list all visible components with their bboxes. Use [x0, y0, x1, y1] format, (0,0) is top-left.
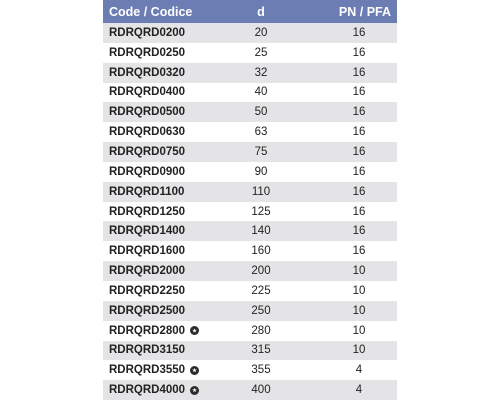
table-row — [103, 83, 397, 103]
cell-pn: 4 — [355, 384, 363, 397]
cell-pn: 16 — [352, 126, 366, 139]
cell-d: 250 — [251, 304, 271, 317]
cell-code-text: RDRQRD2250 — [109, 284, 186, 297]
cell-d: 50 — [254, 106, 268, 119]
table-body — [103, 23, 397, 400]
header-code: Code / Codice — [109, 4, 193, 19]
cell-d: 90 — [254, 165, 268, 178]
cell-code-text: RDRQRD0500 — [109, 106, 186, 119]
cell-pn: 16 — [352, 145, 366, 158]
cell-code — [103, 146, 221, 158]
cell-code-text: RDRQRD1600 — [109, 245, 186, 258]
cell-d: 110 — [251, 185, 271, 198]
cell-d: 315 — [251, 344, 271, 357]
cell-pn: 16 — [352, 46, 366, 59]
product-table — [103, 0, 397, 400]
star-circle-icon — [190, 366, 199, 375]
cell-code — [103, 344, 221, 356]
cell-code-text: RDRQRD0200 — [109, 26, 186, 39]
cell-code — [103, 67, 221, 79]
star-circle-icon — [190, 386, 199, 395]
cell-code — [103, 166, 221, 178]
cell-pn: 16 — [352, 225, 366, 238]
cell-code-text: RDRQRD0400 — [109, 86, 186, 99]
cell-pn: 16 — [352, 26, 366, 39]
cell-pn: 16 — [352, 66, 366, 79]
table-header — [103, 0, 397, 23]
table-row — [103, 221, 397, 241]
cell-pn: 10 — [352, 324, 366, 337]
cell-pn: 16 — [352, 106, 366, 119]
cell-code-text: RDRQRD2800 — [109, 324, 186, 337]
cell-d: 355 — [251, 364, 271, 377]
cell-code-text: RDRQRD2500 — [109, 304, 186, 317]
cell-d: 40 — [254, 86, 268, 99]
cell-code-text: RDRQRD3550 — [109, 364, 186, 377]
cell-code — [103, 206, 221, 218]
cell-code-text: RDRQRD2000 — [109, 265, 186, 278]
cell-d: 280 — [251, 324, 271, 337]
table-row — [103, 321, 397, 341]
cell-code — [103, 245, 221, 257]
table-row — [103, 202, 397, 222]
header-pn: PN / PFA — [338, 4, 391, 19]
cell-code-text: RDRQRD1400 — [109, 225, 186, 238]
cell-code — [103, 86, 221, 98]
cell-code — [103, 27, 221, 39]
cell-pn: 16 — [352, 205, 366, 218]
cell-d: 200 — [251, 265, 271, 278]
cell-pn: 10 — [352, 344, 366, 357]
cell-d: 25 — [254, 46, 268, 59]
cell-code — [103, 325, 221, 337]
cell-code — [103, 285, 221, 297]
table-row — [103, 23, 397, 43]
cell-pn: 10 — [352, 265, 366, 278]
cell-code-text: RDRQRD3150 — [109, 344, 186, 357]
cell-code — [103, 265, 221, 277]
cell-pn: 16 — [352, 165, 366, 178]
cell-code-text: RDRQRD4000 — [109, 384, 186, 397]
table-row — [103, 142, 397, 162]
cell-code — [103, 186, 221, 198]
table-row — [103, 102, 397, 122]
header-d: d — [257, 4, 265, 19]
cell-code — [103, 305, 221, 317]
table-row — [103, 281, 397, 301]
cell-code — [103, 384, 221, 396]
cell-pn: 16 — [352, 185, 366, 198]
cell-code — [103, 126, 221, 138]
cell-code-text: RDRQRD0750 — [109, 145, 186, 158]
table-row — [103, 341, 397, 361]
table-row — [103, 301, 397, 321]
cell-d: 140 — [251, 225, 271, 238]
cell-code — [103, 47, 221, 59]
cell-d: 125 — [251, 205, 271, 218]
cell-d: 20 — [254, 26, 268, 39]
cell-d: 75 — [254, 145, 268, 158]
cell-code — [103, 225, 221, 237]
cell-code — [103, 106, 221, 118]
table-row — [103, 162, 397, 182]
table-row — [103, 63, 397, 83]
cell-d: 225 — [251, 284, 271, 297]
table-row — [103, 241, 397, 261]
cell-pn: 10 — [352, 284, 366, 297]
table-row — [103, 360, 397, 380]
table-row — [103, 182, 397, 202]
cell-d: 160 — [251, 245, 271, 258]
star-circle-icon — [190, 326, 199, 335]
cell-pn: 10 — [352, 304, 366, 317]
table-row — [103, 122, 397, 142]
cell-code-text: RDRQRD0630 — [109, 126, 186, 139]
cell-pn: 16 — [352, 245, 366, 258]
cell-code — [103, 364, 221, 376]
cell-pn: 16 — [352, 86, 366, 99]
cell-d: 400 — [251, 384, 271, 397]
cell-code-text: RDRQRD0250 — [109, 46, 186, 59]
cell-pn: 4 — [355, 364, 363, 377]
cell-code-text: RDRQRD1250 — [109, 205, 186, 218]
cell-code-text: RDRQRD1100 — [109, 185, 185, 198]
cell-d: 32 — [254, 66, 268, 79]
cell-code-text: RDRQRD0320 — [109, 66, 186, 79]
table-row — [103, 380, 397, 400]
table-row — [103, 261, 397, 281]
cell-code-text: RDRQRD0900 — [109, 165, 186, 178]
cell-d: 63 — [254, 126, 268, 139]
table-row — [103, 43, 397, 63]
